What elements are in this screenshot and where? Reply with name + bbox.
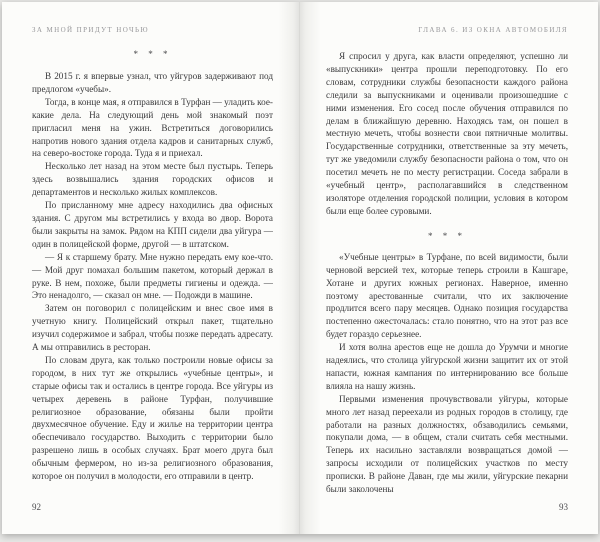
page-number-right: 93 <box>559 502 568 512</box>
page-number-left: 92 <box>32 502 41 512</box>
page-left <box>2 2 300 534</box>
section-separator: * * * <box>133 49 172 59</box>
paragraph: Несколько лет назад на этом месте был пустырь. Теперь здесь возвышались здания городских офисов и департаментов и несколько жилых комплексов. <box>32 161 273 198</box>
paragraph: Я спросил у друга, как власти определяют, успешно ли «выпускники» центра прошли переподготовку. По его словам, сотрудники службы безопасности каждого района следили за выпускниками и оценивали произошедшие с ними изменения. Его сосед после обучения отправился по делам в ближайшую деревню. Находясь там, он пошел в местную мечеть, чтобы вознести свои пятничные молитвы. Государственные сотрудники, ответственные за эту мечеть, тут же уведомили службу безопасности района о том, что он посетил мечеть не по месту регистрации. Соседа забрали в «учебный центр», располагавшийся в следственном изоляторе отделения городской полиции, условия в котором были еще более суровыми. <box>326 51 568 216</box>
paragraph: В 2015 г. я впервые узнал, что уйгуров задерживают под предлогом «учебы». <box>32 71 273 94</box>
paragraph: По присланному мне адресу находились два офисных здания. С другом мы встретились у входа во двор. Ворота были закрыты на замок. Рядом на КПП сидели два уйгура — один в полицейской форме, другой — в штатском. <box>32 200 273 249</box>
section-separator: * * * <box>428 230 466 241</box>
paragraph: По словам друга, как только построили новые офисы за городом, в них тут же открылись «учебные центры», и старые офисы так и остались в центре города. Все уйгуры из четырех деревень в районе Турфан, получившие религиозное образование, обязаны были пройти двухмесячное обучение. Еду и жилье на территории центра обеспечивало государство. Выходить с территории было разрешено лишь в особых случаях. Брат моего друга был обычным фермером, но из-за религиозного образования, которое он получил в молодости, его отправили в центр. <box>32 354 273 482</box>
paragraph: Первыми изменения прочувствовали уйгуры, которые много лет назад переехали из родных городов в столицу, где работали на разных должностях, обзаводились семьями, покупали дома, — в общем, стали считать себя местными. Теперь их насильно заставляли возвращаться домой — запросы исходили от полицейских участков по месту прописки. В районе Даван, где мы жили, уйгурские пекарни были заколочены <box>326 393 568 495</box>
running-header-chapter-title: ГЛАВА 6. ИЗ ОКНА АВТОМОБИЛЯ <box>418 26 568 34</box>
book-spread <box>2 2 598 534</box>
paragraph: И хотя волна арестов еще не дошла до Урумчи и многие надеялись, что столица уйгурской жизни защитит их от этой напасти, южная кампания по интернированию все больше влияла на нашу жизнь. <box>326 342 568 391</box>
paragraph: «Учебные центры» в Турфане, по всей видимости, были черновой версией тех, которые теперь строили в Кашгаре, Хотане и других южных регионах. Наверное, именно поэтому арестованные считали, что их заключение продлится всего пару месяцев. Однако позиция государства постепенно ожесточалась: стало понятно, что на этот раз все будет гораздо серьезнее. <box>326 251 568 340</box>
paragraph: — Я к старшему брату. Мне нужно передать ему кое-что. — Мой друг помахал большим пакетом, который держал в руке. В нем, похоже, были предметы гигиены и одежда. — Это ненадолго, — сказал он мне. — Подожди в машине. <box>32 251 273 301</box>
paragraph: Тогда, в конце мая, я отправился в Турфан — уладить кое-какие дела. На следующий день мой знакомый поэт пригласил меня на ужин. Встретиться договорились напротив нового здания отдела кадров и санитарных служб, на северо-востоке города. Туда я и приехал. <box>32 96 273 159</box>
page-right <box>300 2 598 534</box>
running-header-book-title: ЗА МНОЙ ПРИДУТ НОЧЬЮ <box>32 26 149 34</box>
paragraph: Затем он поговорил с полицейским и внес свое имя в учетную книгу. Полицейский открыл пакет, тщательно изучил содержимое и забрал, чтобы позже передать адресату. А мы отправились в ресторан. <box>32 303 273 353</box>
